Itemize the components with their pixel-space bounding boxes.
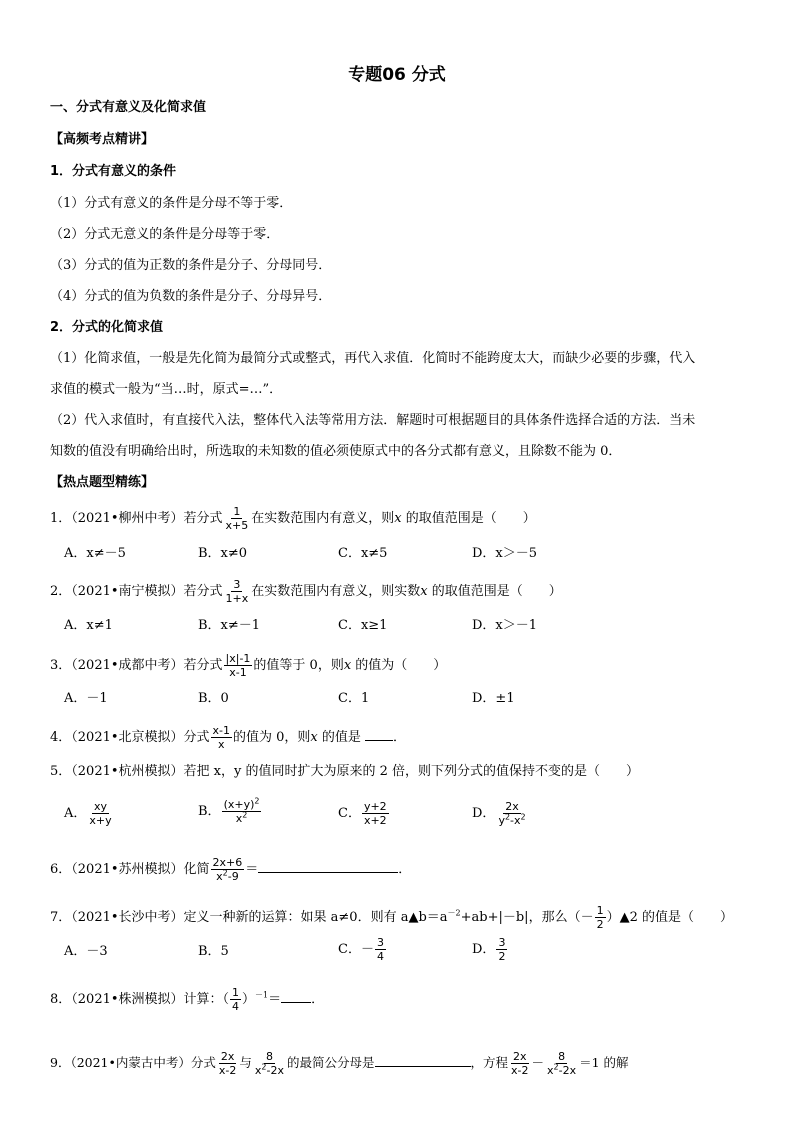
question-9: 9．（2021•内蒙古中考）分式 $\frac{2x}{x-2}$ 与 $\frac{8}{x^2-2x}$ 的最简公分母是 ，方程 $\frac{2x}{x-2}$ － $\frac{8}{x^2-2x}$ ＝1 的解 (50, 1050, 629, 1077)
heading-simplify: 2．分式的化简求值 (50, 320, 164, 335)
fraction: $\frac{x-1}{x}$ (212, 724, 231, 751)
fraction: $\frac{|x|-1}{x-1}$ (225, 652, 251, 679)
q7-option-d: D． $\frac{3}{2}$ (472, 936, 506, 963)
q5-option-d: D． $\frac{2x}{y^2-x^2}$ (472, 800, 526, 827)
q7-option-b: B．5 (198, 944, 229, 959)
q2-option-a: A．x≠1 (64, 618, 113, 633)
answer-blank (375, 1066, 471, 1067)
q3-option-d: D．±1 (472, 691, 515, 706)
question-2: 2．（2021•南宁模拟）若分式 $\frac{3}{1+x}$ 在实数范围内有意义，则实数x 的取值范围是（ ） (50, 578, 562, 605)
q5-option-a: A． $\frac{xy}{x+y}$ (64, 800, 112, 827)
q1-option-b: B．x≠0 (198, 546, 248, 561)
subheading-key-points: 【高频考点精讲】 (50, 132, 155, 147)
fraction: $\frac{1}{x+5}$ (225, 505, 249, 532)
answer-blank (365, 740, 393, 741)
condition-3: （3）分式的值为正数的条件是分子、分母同号． (50, 258, 332, 273)
condition-1: （1）分式有意义的条件是分母不等于零． (50, 196, 293, 211)
paragraph-1-line-1: （1）化简求值，一般是先化简为最简分式或整式，再代入求值．化简时不能跨度太大，而缺少必要的步骤，代入 (50, 351, 696, 366)
question-5: 5．（2021•杭州模拟）若把 x，y 的值同时扩大为原来的 2 倍，则下列分式的值保持不变的是（ ） (50, 764, 639, 779)
q2-option-c: C．x≥1 (338, 618, 388, 633)
condition-2: （2）分式无意义的条件是分母等于零． (50, 227, 280, 242)
q2-option-d: D．x＞－1 (472, 618, 538, 633)
question-7: 7．（2021•长沙中考）定义一种新的运算：如果 a≠0．则有 $a▲b=a^{-2}+ab+|-b|$，那么（－ $\frac{1}{2}$ ）▲2 的值是（ ） (50, 904, 733, 931)
question-3: 3．（2021•成都中考）若分式 $\frac{|x|-1}{x-1}$ 的值等于 0，则x 的值为（ ） (50, 652, 447, 679)
answer-blank (281, 1002, 311, 1003)
q2-option-b: B．x≠－1 (198, 618, 261, 633)
condition-4: （4）分式的值为负数的条件是分子、分母异号． (50, 289, 332, 304)
answer-blank (258, 872, 398, 873)
question-4: 4．（2021•北京模拟）分式 $\frac{x-1}{x}$ 的值为 0，则x 的值是 ． (50, 724, 407, 751)
question-1: 1．（2021•柳州中考）若分式 $\frac{1}{x+5}$ 在实数范围内有意义，则x 的取值范围是（ ） (50, 505, 536, 532)
q3-option-c: C．1 (338, 691, 370, 706)
q7-option-a: A．－3 (64, 944, 108, 959)
fraction: $\frac{3}{1+x}$ (225, 578, 249, 605)
section-heading: 一、分式有意义及化简求值 (50, 100, 207, 115)
subheading-practice: 【热点题型精练】 (50, 475, 155, 490)
heading-condition: 1．分式有意义的条件 (50, 164, 177, 179)
q1-option-c: C．x≠5 (338, 546, 388, 561)
q1-option-a: A．x≠－5 (64, 546, 126, 561)
page-title: 专题06 分式 (348, 65, 446, 85)
paragraph-2-line-2: 知数的值没有明确给出时，所选取的未知数的值必须使原式中的各分式都有意义，且除数不能为 0． (50, 444, 622, 459)
q3-option-b: B．0 (198, 691, 229, 706)
q5-option-b: B． $\frac{(x+y)^2}{x^2}$ (198, 796, 260, 825)
question-8: 8．（2021•株洲模拟）计算：（ $\frac{1}{4}$ ）$^{-1}$＝ ． (50, 986, 325, 1013)
paragraph-2-line-1: （2）代入求值时，有直接代入法，整体代入法等常用方法．解题时可根据题目的具体条件选择合适的方法．当未 (50, 413, 696, 428)
q3-option-a: A．－1 (64, 691, 108, 706)
question-6: 6．（2021•苏州模拟）化简 $\frac{2x+6}{x^2-9}$ ＝ ． (50, 856, 412, 883)
paragraph-1-line-2: 求值的模式一般为“当…时，原式=…”． (50, 382, 283, 397)
q7-option-c: C．－ $\frac{3}{4}$ (338, 936, 384, 963)
q1-option-d: D．x＞－5 (472, 546, 538, 561)
q5-option-c: C． $\frac{y+2}{x+2}$ (338, 800, 387, 827)
